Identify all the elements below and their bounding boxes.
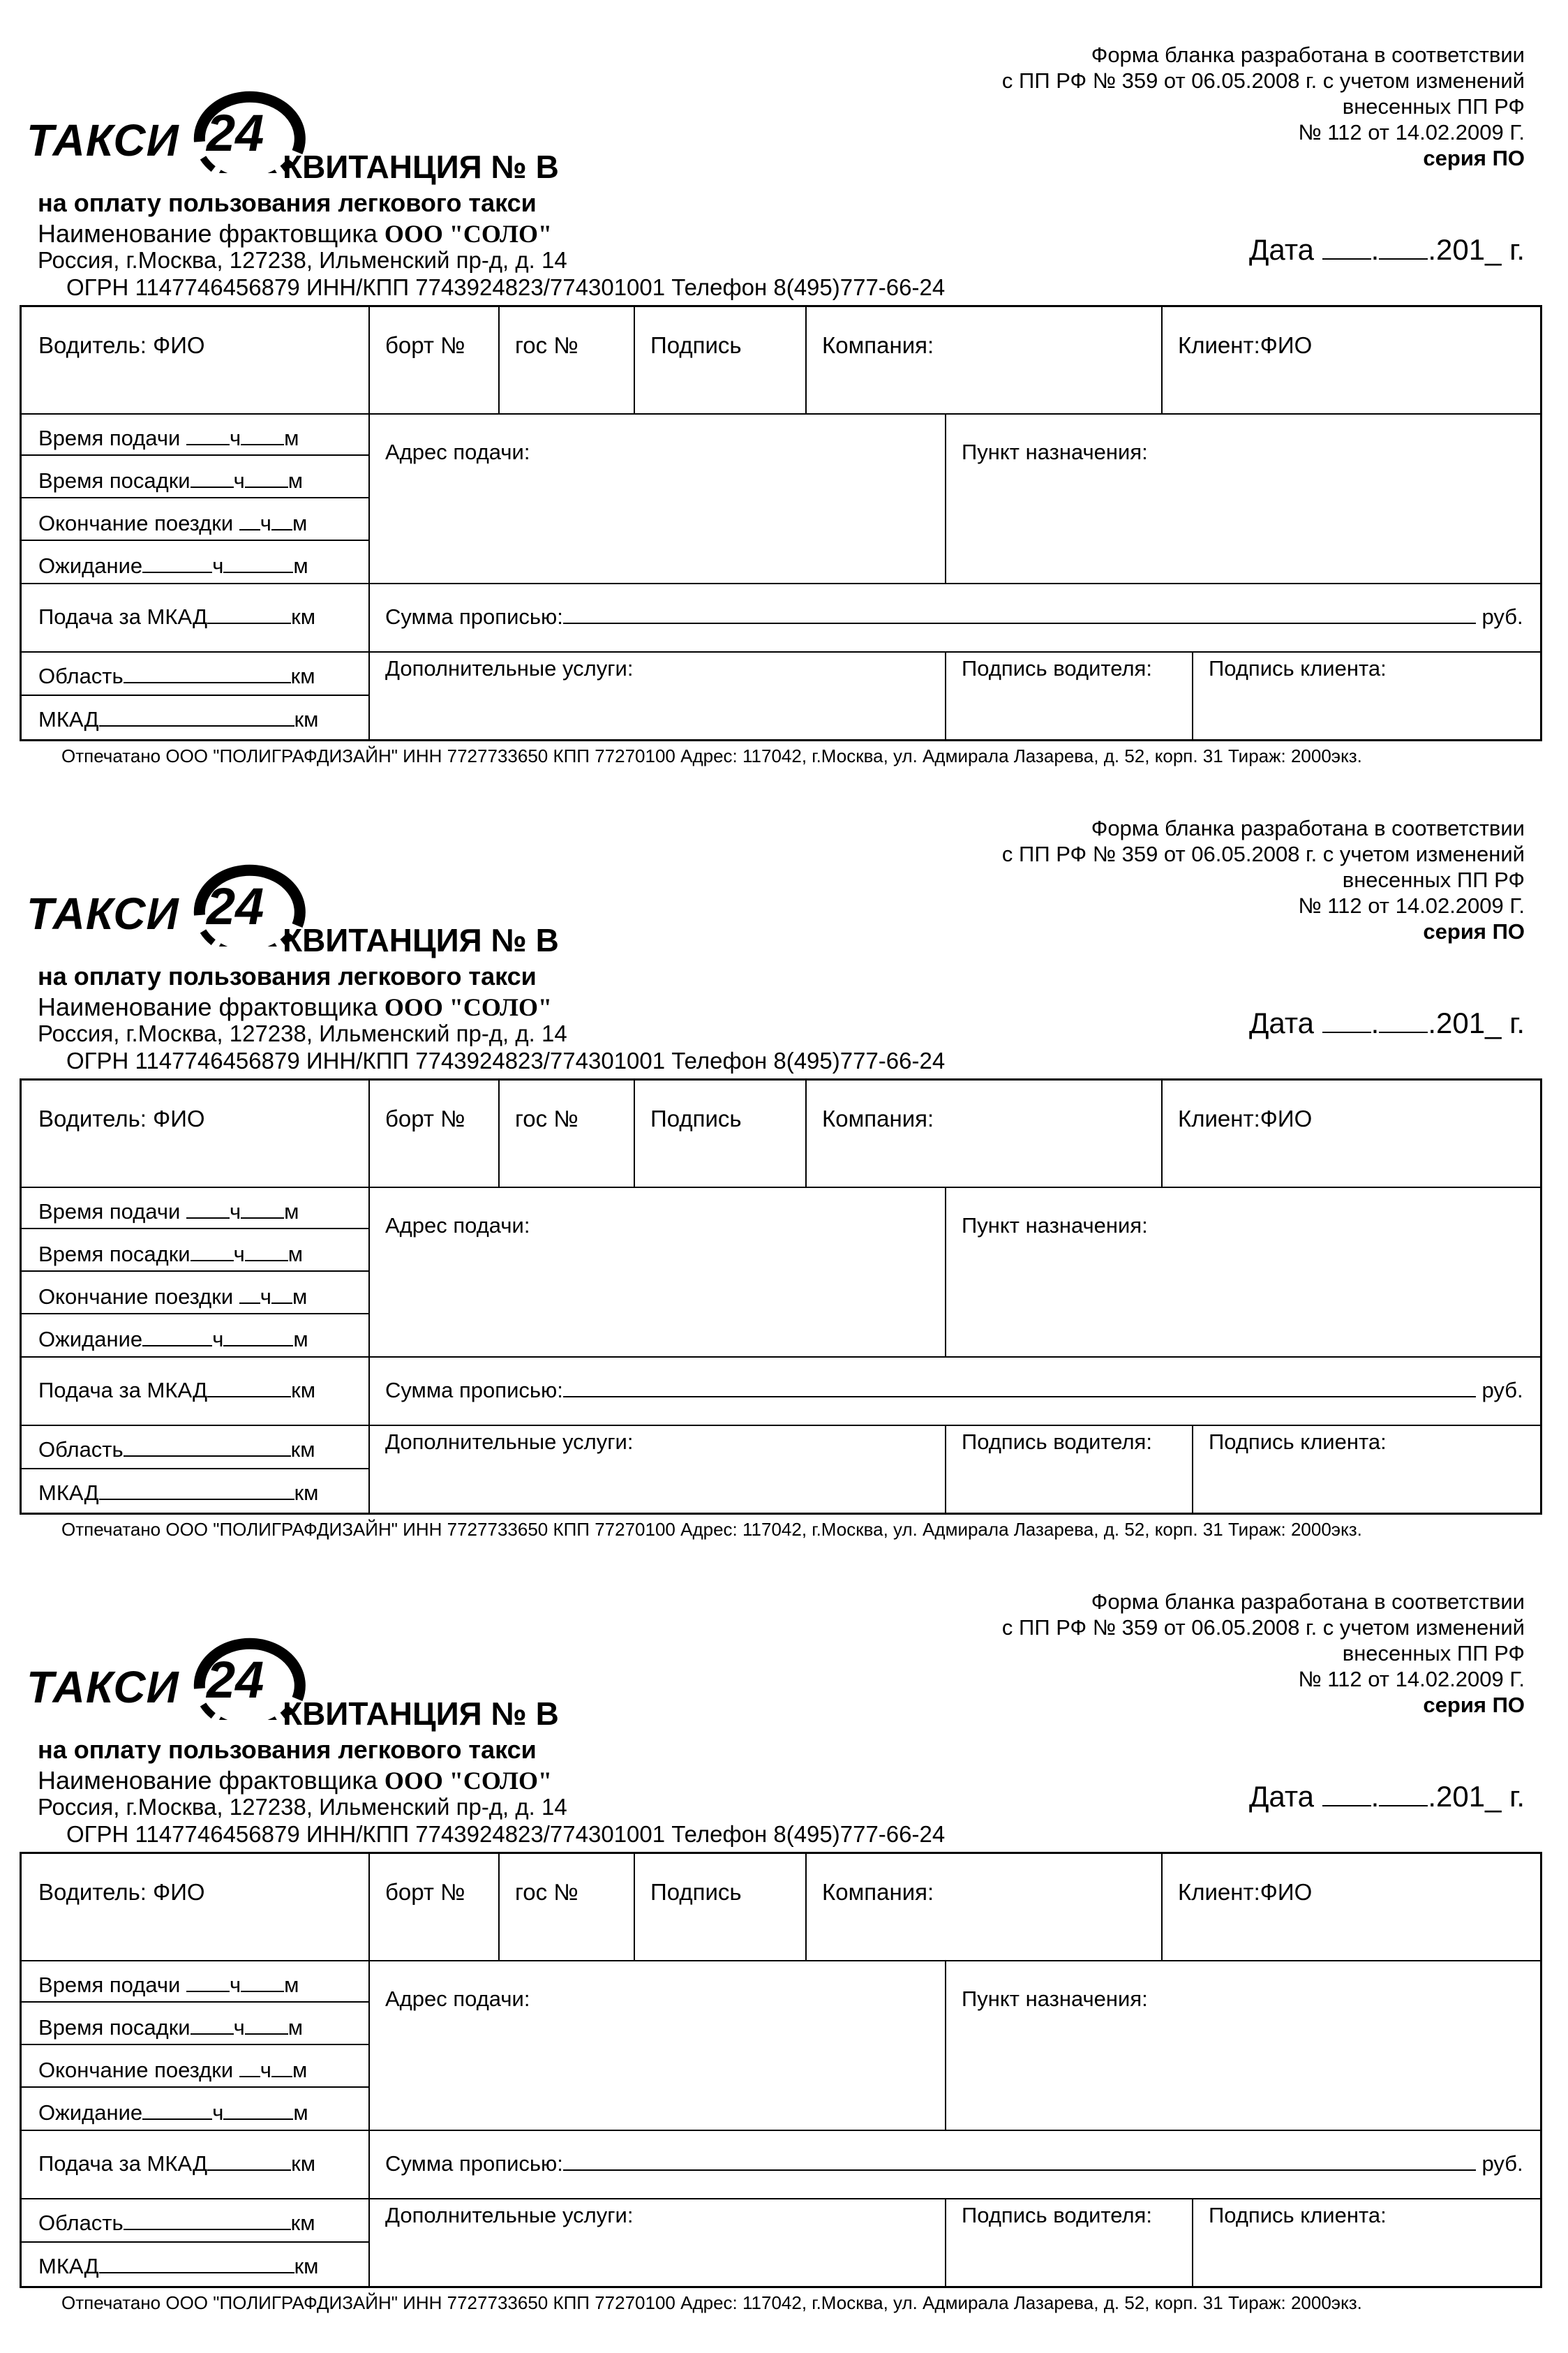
date-label: Дата	[1248, 1007, 1314, 1039]
driver-signature-field[interactable]: Подпись водителя:	[962, 2203, 1152, 2227]
legal-line: с ПП РФ № 359 от 06.05.2008 г. с учетом изменений	[1001, 1615, 1525, 1640]
region-km-field[interactable]: Область км	[38, 1437, 315, 1462]
receipt-title: КВИТАНЦИЯ № В	[283, 922, 559, 958]
logo-number: 24	[207, 1651, 264, 1709]
mkad-km-field[interactable]: МКАД км	[38, 1480, 319, 1505]
legal-line: с ПП РФ № 359 от 06.05.2008 г. с учетом изменений	[1001, 68, 1525, 93]
carrier-label: Наименование фрактовщика	[38, 993, 378, 1021]
client-signature-field[interactable]: Подпись клиента:	[1209, 656, 1387, 681]
series-label: серия ПО	[1423, 919, 1525, 944]
legal-note	[897, 1589, 1525, 1718]
receipt-table	[20, 1078, 1542, 1515]
legal-note	[897, 815, 1525, 944]
waiting-time-field[interactable]: Ожидание ч м	[38, 2100, 308, 2125]
boarding-time-field[interactable]: Время посадки ч м	[38, 1242, 304, 1266]
logo-number: 24	[207, 104, 264, 162]
receipt-title: КВИТАНЦИЯ № В	[283, 1695, 559, 1732]
date-year: .201_	[1428, 233, 1502, 266]
date-field[interactable]: Дата . .201_ г.	[1248, 233, 1525, 266]
legal-line: Форма бланка разработана в соответствии	[1091, 816, 1525, 840]
taxi24-logo	[27, 1622, 292, 1720]
board-number-field[interactable]: борт №	[385, 1106, 465, 1131]
boarding-time-field[interactable]: Время посадки ч м	[38, 2015, 304, 2040]
logo-word: ТАКСИ	[27, 889, 179, 939]
logo-number: 24	[207, 877, 264, 935]
plate-number-field[interactable]: гос №	[515, 1879, 578, 1905]
receipt-subtitle: на оплату пользования легкового такси	[38, 188, 537, 217]
region-km-field[interactable]: Область км	[38, 2211, 315, 2235]
pickup-address-field[interactable]: Адрес подачи:	[385, 1213, 530, 1238]
print-footer: Отпечатано ООО "ПОЛИГРАФДИЗАЙН" ИНН 7727733650 КПП 77270100 Адрес: 117042, г.Москва, ул. Адмирала Лазарева, д. 52, корп. 31 Тираж: 2000экз.	[61, 745, 1362, 766]
legal-line: внесенных ПП РФ	[1342, 94, 1525, 119]
amount-in-words-field[interactable]: Сумма прописью: руб.	[385, 2151, 1523, 2176]
board-number-field[interactable]: борт №	[385, 332, 465, 358]
driver-signature-field[interactable]: Подпись водителя:	[962, 656, 1152, 681]
carrier-address: Россия, г.Москва, 127238, Ильменский пр-д, д. 14	[38, 1794, 567, 1820]
client-signature-field[interactable]: Подпись клиента:	[1209, 2203, 1387, 2227]
date-suffix: г.	[1509, 233, 1525, 266]
carrier-label: Наименование фрактовщика	[38, 1766, 378, 1795]
receipt-subtitle: на оплату пользования легкового такси	[38, 1735, 537, 1764]
carrier-address: Россия, г.Москва, 127238, Ильменский пр-д, д. 14	[38, 1020, 567, 1046]
boarding-time-field[interactable]: Время посадки ч м	[38, 468, 304, 493]
mkad-km-field[interactable]: МКАД км	[38, 707, 319, 732]
trip-end-field[interactable]: Окончание поездки ч м	[38, 2058, 308, 2082]
legal-line: № 112 от 14.02.2009 Г.	[1298, 893, 1525, 918]
logo-word: ТАКСИ	[27, 1662, 179, 1712]
print-footer: Отпечатано ООО "ПОЛИГРАФДИЗАЙН" ИНН 7727733650 КПП 77270100 Адрес: 117042, г.Москва, ул. Адмирала Лазарева, д. 52, корп. 31 Тираж: 2000экз.	[61, 1519, 1362, 1540]
receipt-table	[20, 305, 1542, 741]
date-field[interactable]: Дата . .201_ г.	[1248, 1007, 1525, 1039]
legal-line: внесенных ПП РФ	[1342, 1641, 1525, 1665]
client-signature-field[interactable]: Подпись клиента:	[1209, 1430, 1387, 1454]
pickup-time-field[interactable]: Время подачи ч м	[38, 1199, 299, 1224]
taxi24-logo	[27, 75, 292, 173]
legal-line: Форма бланка разработана в соответствии	[1091, 43, 1525, 67]
date-field[interactable]: Дата . .201_ г.	[1248, 1780, 1525, 1813]
company-field[interactable]: Компания:	[822, 332, 934, 358]
receipt	[0, 773, 1568, 1547]
date-suffix: г.	[1509, 1780, 1525, 1813]
mkad-km-field[interactable]: МКАД км	[38, 2254, 319, 2278]
plate-number-field[interactable]: гос №	[515, 1106, 578, 1131]
receipt	[0, 1547, 1568, 2320]
amount-in-words-field[interactable]: Сумма прописью: руб.	[385, 1378, 1523, 1402]
trip-end-field[interactable]: Окончание поездки ч м	[38, 511, 308, 535]
date-year: .201_	[1428, 1007, 1502, 1039]
driver-name-field[interactable]: Водитель: ФИО	[38, 332, 205, 358]
destination-field[interactable]: Пункт назначения:	[962, 1987, 1148, 2011]
legal-line: с ПП РФ № 359 от 06.05.2008 г. с учетом изменений	[1001, 842, 1525, 866]
receipt	[0, 0, 1568, 773]
signature-field[interactable]: Подпись	[650, 1879, 742, 1905]
legal-line: внесенных ПП РФ	[1342, 868, 1525, 892]
taxi24-logo	[27, 849, 292, 947]
date-label: Дата	[1248, 1780, 1314, 1813]
client-name-field[interactable]: Клиент:ФИО	[1178, 1106, 1313, 1131]
amount-in-words-field[interactable]: Сумма прописью: руб.	[385, 604, 1523, 629]
print-footer: Отпечатано ООО "ПОЛИГРАФДИЗАЙН" ИНН 7727733650 КПП 77270100 Адрес: 117042, г.Москва, ул. Адмирала Лазарева, д. 52, корп. 31 Тираж: 2000экз.	[61, 2292, 1362, 2313]
carrier-address: Россия, г.Москва, 127238, Ильменский пр-д, д. 14	[38, 247, 567, 273]
carrier-ogrn: ОГРН 1147746456879 ИНН/КПП 7743924823/774301001 Телефон 8(495)777-66-24	[66, 274, 946, 300]
extra-services-field[interactable]: Дополнительные услуги:	[385, 1430, 634, 1454]
carrier-label: Наименование фрактовщика	[38, 219, 378, 248]
receipt-table	[20, 1852, 1542, 2288]
logo-word: ТАКСИ	[27, 115, 179, 165]
series-label: серия ПО	[1423, 1693, 1525, 1717]
carrier-name: ООО "СОЛО"	[384, 993, 552, 1021]
driver-name-field[interactable]: Водитель: ФИО	[38, 1106, 205, 1131]
carrier-ogrn: ОГРН 1147746456879 ИНН/КПП 7743924823/774301001 Телефон 8(495)777-66-24	[66, 1048, 946, 1074]
signature-field[interactable]: Подпись	[650, 332, 742, 358]
pickup-time-field[interactable]: Время подачи ч м	[38, 426, 299, 450]
extra-services-field[interactable]: Дополнительные услуги:	[385, 2203, 634, 2227]
pickup-time-field[interactable]: Время подачи ч м	[38, 1973, 299, 1997]
carrier-name: ООО "СОЛО"	[384, 220, 552, 248]
board-number-field[interactable]: борт №	[385, 1879, 465, 1905]
receipt-subtitle: на оплату пользования легкового такси	[38, 962, 537, 990]
pickup-address-field[interactable]: Адрес подачи:	[385, 1987, 530, 2011]
carrier-line	[38, 993, 552, 1022]
extra-services-field[interactable]: Дополнительные услуги:	[385, 656, 634, 681]
pickup-address-field[interactable]: Адрес подачи:	[385, 440, 530, 464]
date-label: Дата	[1248, 233, 1314, 266]
waiting-time-field[interactable]: Ожидание ч м	[38, 554, 308, 578]
legal-note	[897, 42, 1525, 171]
driver-signature-field[interactable]: Подпись водителя:	[962, 1430, 1152, 1454]
date-suffix: г.	[1509, 1007, 1525, 1039]
company-field[interactable]: Компания:	[822, 1106, 934, 1131]
plate-number-field[interactable]: гос №	[515, 332, 578, 358]
driver-name-field[interactable]: Водитель: ФИО	[38, 1879, 205, 1905]
carrier-ogrn: ОГРН 1147746456879 ИНН/КПП 7743924823/774301001 Телефон 8(495)777-66-24	[66, 1821, 946, 1847]
client-name-field[interactable]: Клиент:ФИО	[1178, 1879, 1313, 1905]
destination-field[interactable]: Пункт назначения:	[962, 1213, 1148, 1238]
signature-field[interactable]: Подпись	[650, 1106, 742, 1131]
carrier-line	[38, 219, 552, 248]
trip-end-field[interactable]: Окончание поездки ч м	[38, 1284, 308, 1309]
carrier-name: ООО "СОЛО"	[384, 1767, 552, 1795]
series-label: серия ПО	[1423, 146, 1525, 170]
client-name-field[interactable]: Клиент:ФИО	[1178, 332, 1313, 358]
outside-mkad-field[interactable]: Подача за МКАД км	[38, 604, 316, 629]
company-field[interactable]: Компания:	[822, 1879, 934, 1905]
destination-field[interactable]: Пункт назначения:	[962, 440, 1148, 464]
receipt-title: КВИТАНЦИЯ № В	[283, 149, 559, 185]
outside-mkad-field[interactable]: Подача за МКАД км	[38, 1378, 316, 1402]
region-km-field[interactable]: Область км	[38, 664, 315, 688]
legal-line: № 112 от 14.02.2009 Г.	[1298, 1667, 1525, 1691]
date-year: .201_	[1428, 1780, 1502, 1813]
legal-line: Форма бланка разработана в соответствии	[1091, 1589, 1525, 1614]
legal-line: № 112 от 14.02.2009 Г.	[1298, 120, 1525, 144]
carrier-line	[38, 1766, 552, 1795]
waiting-time-field[interactable]: Ожидание ч м	[38, 1327, 308, 1351]
outside-mkad-field[interactable]: Подача за МКАД км	[38, 2151, 316, 2176]
